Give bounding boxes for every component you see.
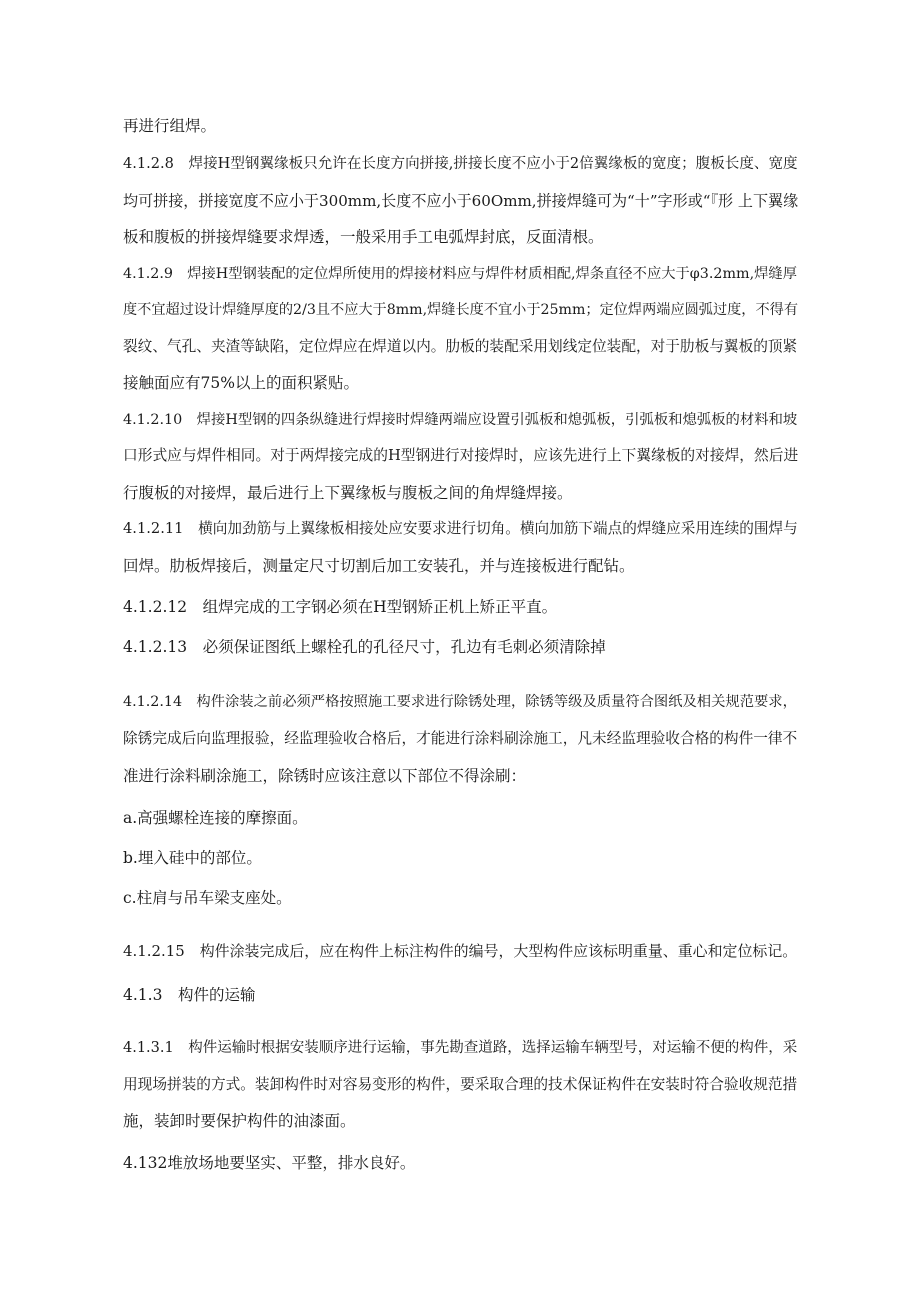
text-line-16: 4.1.2.14 构件涂装之前必须严格按照施工要求进行除锈处理，除锈等级及质量符合图纸及相关规范要求， [123,694,797,710]
text-line-4: 板和腹板的拼接焊缝要求焊透，一般采用手工电弧焊封底，反面清根。 [123,228,604,246]
text-line-6: 度不宜超过设计焊缝厚度的2/3且不应大于8mm,焊缝长度不宜小于25mm；定位焊两端应圆弧过度，不得有 [123,302,798,318]
text-line-11: 行腹板的对接焊，最后进行上下翼缘板与腹板之间的角焊缝焊接。 [123,484,573,502]
text-line-21: c.柱肩与吊车梁支座处。 [123,889,292,907]
text-line-1: 再进行组焊。 [123,117,217,135]
text-line-2: 4.1.2.8 焊接H型钢翼缘板只允许在长度方向拼接,拼接长度不应小于2倍翼缘板的宽度；腹板长度、宽度 [123,155,798,172]
text-line-5: 4.1.2.9 焊接H型钢装配的定位焊所使用的焊接材料应与焊件材质相配,焊条直径不应大于φ3.2mm,焊缝厚 [123,266,797,282]
text-line-13: 回焊。肋板焊接后，测量定尺寸切割后加工安装孔，并与连接板进行配钻。 [123,557,635,575]
text-line-18: 准进行涂料刷涂施工，除锈时应该注意以下部位不得涂刷： [123,767,527,785]
text-line-27: 4.132堆放场地要坚实、平整，排水良好。 [123,1154,416,1172]
text-line-7: 裂纹、气孔、夹渣等缺陷，定位焊应在焊道以内。肋板的装配采用划线定位装配，对于肋板与翼板的顶紧 [123,338,798,355]
text-line-9: 4.1.2.10 焊接H型钢的四条纵缝进行焊接时焊缝两端应设置引弧板和熄弧板，引弧板和熄弧板的材料和坡 [123,412,798,428]
text-line-20: b.埋入硅中的部位。 [123,849,262,867]
text-line-24: 4.1.3.1 构件运输时根据安装顺序进行运输，事先勘查道路，选择运输车辆型号，对运输不便的构件，采 [123,1040,798,1056]
text-line-23: 4.1.3 构件的运输 [123,986,256,1004]
text-line-12: 4.1.2.11 横向加劲筋与上翼缘板相接处应安要求进行切角。横向加筋下端点的焊缝应采用连续的围焊与 [123,520,798,537]
text-line-25: 用现场拼装的方式。装卸构件时对容易变形的构件，要采取合理的技术保证构件在安装时符合验收规范措 [123,1076,798,1093]
text-line-10: 口形式应与焊件相同。对于两焊接完成的H型钢进行对接焊时，应该先进行上下翼缘板的对接焊，然后进 [123,447,799,464]
text-line-17: 除锈完成后向监理报验，经监理验收合格后，才能进行涂料刷涂施工，凡未经监理验收合格的构件一律不 [123,730,798,747]
text-line-14: 4.1.2.12 组焊完成的工字钢必须在H型钢矫正机上矫正平直。 [123,598,558,616]
text-line-19: a.高强螺栓连接的摩擦面。 [123,809,308,827]
text-line-8: 接触面应有75%以上的面积紧贴。 [123,374,359,392]
text-line-26: 施，装卸时要保护构件的油漆面。 [123,1112,356,1130]
text-line-3: 均可拼接，拼接宽度不应小于300mm,长度不应小于60Omm,拼接焊缝可为“十”字形或“『形 上下翼缘 [123,192,799,210]
text-line-15: 4.1.2.13 必须保证图纸上螺栓孔的孔径尺寸，孔边有毛刺必须清除掉 [123,638,606,656]
text-line-22: 4.1.2.15 构件涂装完成后，应在构件上标注构件的编号，大型构件应该标明重量、重心和定位标记。 [123,942,798,960]
